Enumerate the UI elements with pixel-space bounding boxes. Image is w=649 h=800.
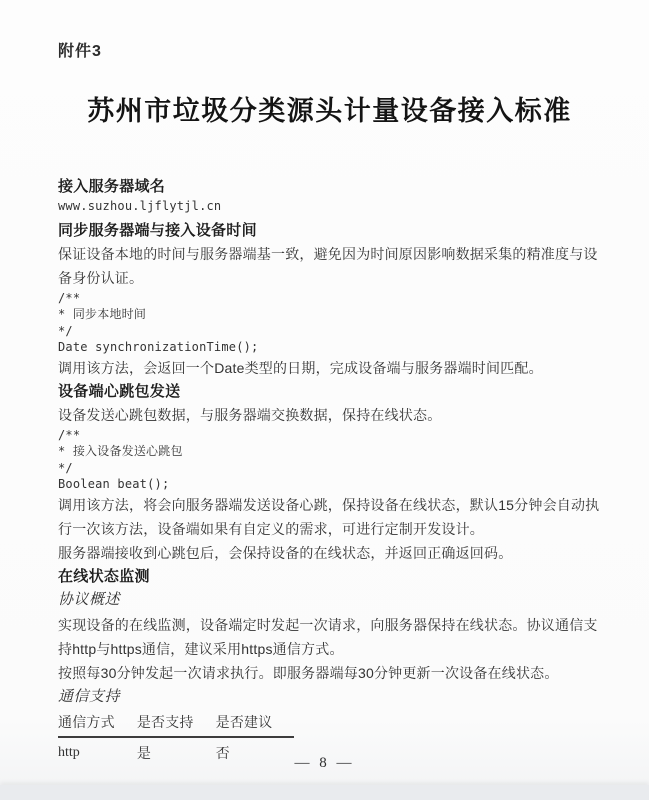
heartbeat-description: 设备发送心跳包数据，与服务器端交换数据，保持在线状态。 — [58, 406, 442, 423]
section-heading-time-sync: 同步服务器端与接入设备时间 — [58, 221, 257, 239]
heartbeat-server-note: 服务器端接收到心跳包后，会保持设备的在线状态，并返回正确返回码。 — [58, 544, 513, 561]
code-line: /** — [58, 290, 81, 305]
heartbeat-code-note: 调用该方法，将会向服务器端发送设备心跳，保持设备在线状态，默认15分钟会自动执行一次该方法，设备端如果有自定义的需求，可进行定制开发设计。 — [58, 496, 600, 537]
support-table-header-row — [58, 711, 294, 737]
code-line: /** — [58, 427, 81, 442]
subheading-comm-support: 通信支持 — [58, 688, 121, 705]
code-line: * 接入设备发送心跳包 — [58, 444, 183, 458]
code-line: * 同步本地时间 — [58, 307, 147, 321]
code-line: */ — [58, 323, 73, 338]
table-cell: 是 — [136, 744, 151, 761]
code-line: */ — [58, 460, 73, 475]
polling-note-text: 按照每30分钟发起一次请求执行。即服务器端每30分钟更新一次设备在线状态。 — [58, 664, 559, 681]
photo-bottom-edge — [0, 785, 649, 800]
page-number: — 8 — — [294, 755, 355, 771]
code-line: Boolean beat(); — [58, 477, 170, 491]
table-header-cell: 是否支持 — [137, 711, 216, 737]
table-cell: 否 — [215, 744, 230, 761]
table-header-cell: 是否建议 — [216, 711, 295, 737]
code-line: Date synchronizationTime(); — [58, 340, 259, 354]
time-sync-code-note: 调用该方法，会返回一个Date类型的日期，完成设备端与服务器端时间匹配。 — [58, 359, 543, 376]
section-heading-online-status: 在线状态监测 — [58, 567, 150, 585]
subheading-protocol-overview: 协议概述 — [58, 591, 121, 608]
table-cell: http — [58, 744, 80, 760]
attachment-label: 附件3 — [58, 43, 102, 60]
time-sync-description: 保证设备本地的时间与服务器端基一致，避免因为时间原因影响数据采集的精准度与设备身份认证。 — [58, 245, 598, 286]
heartbeat-code-block — [58, 427, 601, 493]
section-heading-server-domain: 接入服务器域名 — [58, 178, 166, 195]
server-domain-value: www.suzhou.ljflytjl.cn — [58, 199, 222, 213]
table-header-cell: 通信方式 — [58, 711, 137, 737]
section-heading-heartbeat: 设备端心跳包发送 — [58, 382, 181, 400]
document-title: 苏州市垃圾分类源头计量设备接入标准 — [87, 96, 572, 126]
protocol-overview-text: 实现设备的在线监测，设备端定时发起一次请求，向服务器保持在线状态。协议通信支持http与https通信，建议采用https通信方式。 — [58, 616, 598, 657]
time-sync-code-block — [58, 290, 601, 356]
